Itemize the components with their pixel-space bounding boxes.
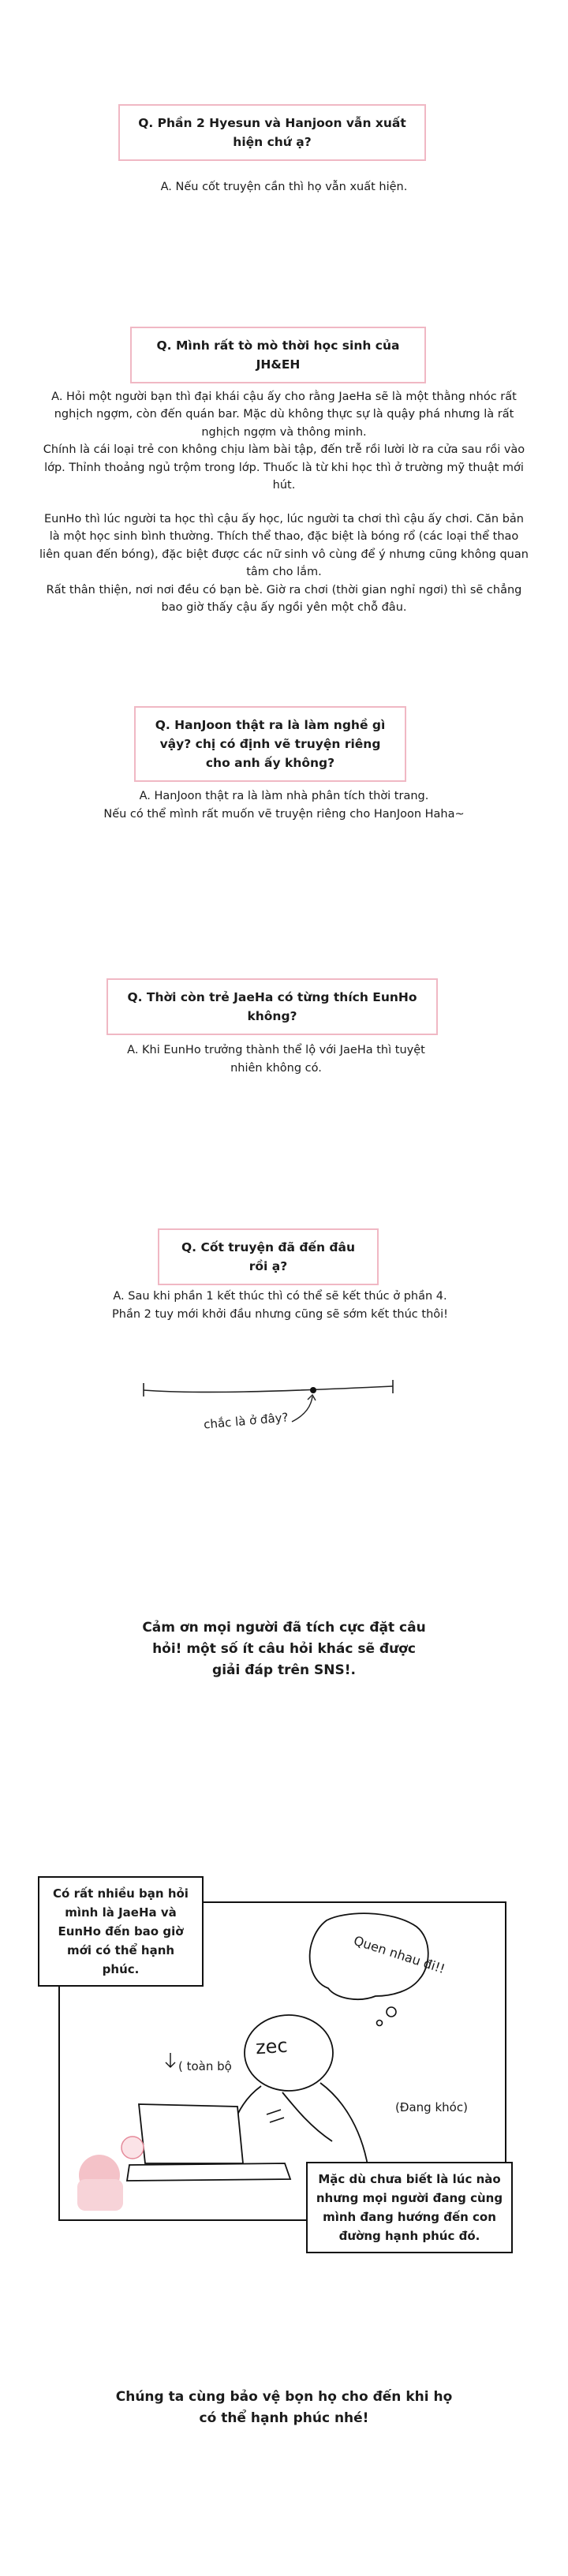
label-left: ( toàn bộ [178, 2059, 232, 2073]
answer-line: A. Khi EunHo trưởng thành thể lộ với JaeHa thì tuyệt nhiên không có. [127, 1044, 425, 1075]
down-arrow [166, 2053, 175, 2067]
question-box-5 [158, 1228, 379, 1285]
question-text-5: Q. Cốt truyện đã đến đâu rồi ạ? [181, 1240, 355, 1274]
laptop-base [127, 2163, 290, 2181]
timeline-sketch [134, 1373, 402, 1444]
answer-line: A. HanJoon thật ra là làm nhà phân tích thời trang. [139, 790, 429, 802]
thought-dot [377, 2021, 383, 2026]
question-box-3 [134, 706, 406, 782]
timeline-note: chắc là ở đây? [203, 1410, 290, 1432]
avatar-sticker-badge [121, 2137, 144, 2159]
board-text: zec [255, 2034, 289, 2059]
answer-1 [47, 178, 521, 196]
answer-line: A. Sau khi phần 1 kết thúc thì có thể sẽ kết thúc ở phần 4. Phần 2 tuy mới khởi đầu nhưng cũng sẽ sớm kết thúc thôi! [112, 1290, 448, 1322]
caption-bottom: Mặc dù chưa biết là lúc nào nhưng mọi người đang cùng mình đang hướng đến con đường hạnh phúc đó. [306, 2162, 513, 2253]
timeline-pointer-arrow [292, 1396, 312, 1422]
question-text-2: Q. Mình rất tò mò thời học sinh của JH&EH [156, 338, 400, 372]
avatar-sticker-body [77, 2179, 123, 2211]
question-text-3: Q. HanJoon thật ra là làm nghề gì vậy? chị có định vẽ truyện riêng cho anh ấy không? [155, 718, 386, 771]
character-arm [282, 2092, 332, 2141]
caption-top: Có rất nhiều bạn hỏi mình là JaeHa và EunHo đến bao giờ mới có thể hạnh phúc. [38, 1876, 204, 1987]
answer-line: Rất thân thiện, nơi nơi đều có bạn bè. Giờ ra chơi (thời gian nghỉ ngơi) thì sẽ chẳng bao giờ thấy cậu ấy ngồi yên một chỗ đâu. [46, 583, 522, 615]
final-message: Chúng ta cùng bảo vệ bọn họ cho đến khi họ có thể hạnh phúc nhé! [115, 2389, 453, 2427]
answer-5 [110, 1288, 450, 1324]
timeline-marker [310, 1387, 316, 1393]
character-hand [267, 2110, 284, 2122]
closing-message: Cảm ơn mọi người đã tích cực đặt câu hỏi! một số ít câu hỏi khác sẽ được giải đáp trên SNS!. [142, 1620, 426, 1679]
question-text-4: Q. Thời còn trẻ JaeHa có từng thích EunHo không? [127, 990, 417, 1024]
question-text-1: Q. Phần 2 Hyesun và Hanjoon vẫn xuất hiện chứ ạ? [138, 116, 406, 150]
answer-line: Nếu có thể mình rất muốn vẽ truyện riêng cho HanJoon Haha~ [103, 808, 465, 821]
answer-4 [114, 1041, 438, 1078]
question-box-1 [118, 104, 426, 161]
question-box-4 [106, 978, 438, 1035]
thought-dot [387, 2007, 396, 2017]
answer-2 [38, 388, 530, 617]
timeline-line [144, 1386, 393, 1392]
answer-line: EunHo thì lúc người ta học thì cậu ấy học, lúc người ta chơi thì cậu ấy chơi. Căn bản là một học sinh bình thường. Thích thể thao, đặc biệt là bóng rổ (các loại thể thao liên quan đến bóng), đặc biệt được các nữ sinh vô cùng để ý nhưng cũng không quan tâm cho lắm. [39, 512, 529, 579]
answer-line: A. Nếu cốt truyện cần thì họ vẫn xuất hiện. [160, 181, 408, 193]
answer-line: Chính là cái loại trẻ con không chịu làm bài tập, đến trễ rồi lười lờ ra cửa sau rồi vào lớp. Thỉnh thoảng ngủ trộm trong lớp. Thuốc là từ khi học thì ở trường mỹ thuật mới hút. [43, 443, 525, 492]
answer-3 [47, 787, 521, 824]
question-box-2 [130, 327, 426, 383]
laptop-screen [139, 2104, 243, 2163]
answer-line: A. Hỏi một người bạn thì đại khái cậu ấy cho rằng JaeHa sẽ là một thằng nhóc rất nghịch ngợm, còn đến quán bar. Mặc dù không thực sự là quậy phá nhưng là rất nghịch ngợm và thông minh. [51, 391, 517, 439]
speech-text: Quen nhau đi!! [352, 1932, 447, 1977]
label-right: (Đang khóc) [395, 2100, 468, 2114]
